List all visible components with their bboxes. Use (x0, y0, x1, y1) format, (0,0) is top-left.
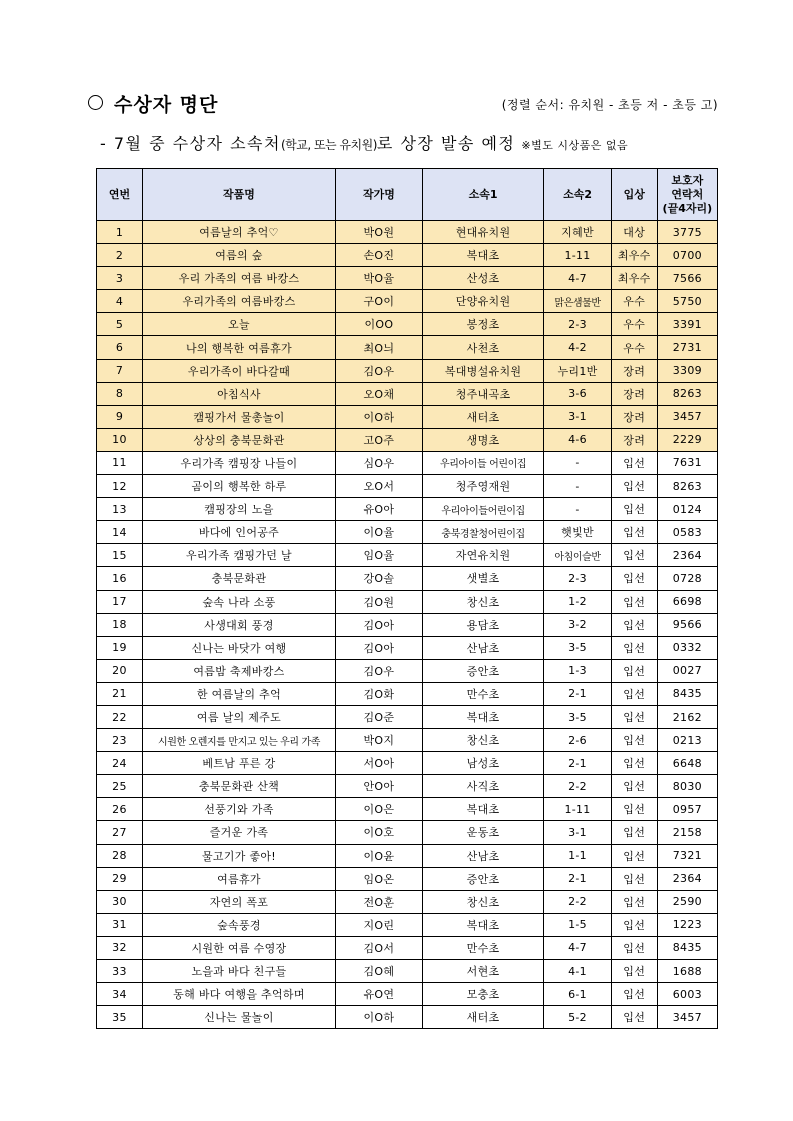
col-header-author: 작가명 (335, 169, 422, 221)
cell-work: 신나는 물놀이 (142, 1006, 335, 1029)
table-header-row (97, 169, 718, 221)
cell-aff2: 2-3 (544, 567, 611, 590)
cell-award: 입선 (611, 752, 657, 775)
cell-aff1: 복대초 (422, 244, 544, 267)
cell-work: 우리가족이 바다갈때 (142, 359, 335, 382)
cell-award: 입선 (611, 1006, 657, 1029)
cell-contact: 0213 (657, 729, 717, 752)
cell-work: 신나는 바닷가 여행 (142, 636, 335, 659)
cell-no: 25 (97, 775, 143, 798)
cell-contact: 3457 (657, 1006, 717, 1029)
cell-no: 17 (97, 590, 143, 613)
cell-work: 자연의 폭포 (142, 890, 335, 913)
cell-aff1: 우리아이들어린이집 (422, 498, 544, 521)
cell-work: 선풍기와 가족 (142, 798, 335, 821)
cell-author: 오O서 (335, 475, 422, 498)
table-row (97, 313, 718, 336)
cell-work: 노을과 바다 친구들 (142, 960, 335, 983)
cell-contact: 3391 (657, 313, 717, 336)
cell-award: 장려 (611, 405, 657, 428)
prize-note: ※별도 시상품은 없음 (521, 139, 629, 152)
cell-aff2: - (544, 451, 611, 474)
cell-aff1: 서현초 (422, 960, 544, 983)
cell-work: 여름 날의 제주도 (142, 705, 335, 728)
cell-work: 아침식사 (142, 382, 335, 405)
cell-author: 이O은 (335, 798, 422, 821)
cell-contact: 3775 (657, 221, 717, 244)
cell-aff1: 현대유치원 (422, 221, 544, 244)
cell-aff2: 누리1반 (544, 359, 611, 382)
col-header-work: 작품명 (142, 169, 335, 221)
cell-work: 바다에 인어공주 (142, 521, 335, 544)
cell-award: 입선 (611, 682, 657, 705)
cell-author: 김O아 (335, 613, 422, 636)
cell-award: 입선 (611, 521, 657, 544)
cell-aff1: 창신초 (422, 729, 544, 752)
cell-aff1: 복대초 (422, 913, 544, 936)
cell-aff2: 지혜반 (544, 221, 611, 244)
cell-aff2: 4-7 (544, 936, 611, 959)
cell-aff1: 청주영재원 (422, 475, 544, 498)
cell-no: 2 (97, 244, 143, 267)
cell-author: 이O윤 (335, 844, 422, 867)
cell-work: 오늘 (142, 313, 335, 336)
col-header-no: 연번 (97, 169, 143, 221)
subheading-paren: (학교, 또는 유치원) (280, 138, 377, 152)
cell-aff1: 샛별초 (422, 567, 544, 590)
cell-no: 12 (97, 475, 143, 498)
cell-award: 입선 (611, 613, 657, 636)
cell-award: 입선 (611, 936, 657, 959)
winners-table (96, 168, 718, 1029)
cell-no: 34 (97, 983, 143, 1006)
table-row (97, 936, 718, 959)
cell-author: 전O훈 (335, 890, 422, 913)
cell-no: 33 (97, 960, 143, 983)
cell-no: 8 (97, 382, 143, 405)
table-row (97, 521, 718, 544)
table-row (97, 544, 718, 567)
cell-author: 김O우 (335, 659, 422, 682)
cell-award: 대상 (611, 221, 657, 244)
cell-work: 우리가족의 여름바캉스 (142, 290, 335, 313)
cell-work: 여름밤 축제바캉스 (142, 659, 335, 682)
cell-award: 입선 (611, 544, 657, 567)
cell-aff2: 3-5 (544, 705, 611, 728)
cell-aff1: 사직초 (422, 775, 544, 798)
col-header-aff1: 소속1 (422, 169, 544, 221)
cell-award: 입선 (611, 844, 657, 867)
cell-aff1: 만수초 (422, 936, 544, 959)
cell-author: 유O연 (335, 983, 422, 1006)
cell-no: 4 (97, 290, 143, 313)
cell-contact: 1223 (657, 913, 717, 936)
cell-aff1: 모충초 (422, 983, 544, 1006)
cell-aff1: 창신초 (422, 890, 544, 913)
cell-aff2: 2-3 (544, 313, 611, 336)
table-row (97, 844, 718, 867)
cell-aff2: 1-11 (544, 798, 611, 821)
cell-aff2: 3-6 (544, 382, 611, 405)
cell-aff1: 만수초 (422, 682, 544, 705)
cell-award: 입선 (611, 567, 657, 590)
table-row (97, 659, 718, 682)
table-row (97, 983, 718, 1006)
table-row (97, 821, 718, 844)
cell-aff2: 5-2 (544, 1006, 611, 1029)
cell-work: 충북문화관 (142, 567, 335, 590)
cell-contact: 6648 (657, 752, 717, 775)
cell-work: 사생대회 풍경 (142, 613, 335, 636)
cell-no: 11 (97, 451, 143, 474)
cell-aff2: 1-3 (544, 659, 611, 682)
cell-award: 장려 (611, 382, 657, 405)
cell-award: 입선 (611, 498, 657, 521)
cell-award: 최우수 (611, 244, 657, 267)
cell-contact: 2364 (657, 544, 717, 567)
cell-work: 충북문화관 산책 (142, 775, 335, 798)
cell-work: 숲속풍경 (142, 913, 335, 936)
cell-contact: 6003 (657, 983, 717, 1006)
table-row (97, 382, 718, 405)
cell-no: 10 (97, 428, 143, 451)
subheading (100, 131, 720, 155)
cell-aff1: 남성초 (422, 752, 544, 775)
cell-aff2: 6-1 (544, 983, 611, 1006)
cell-work: 시원한 여름 수영장 (142, 936, 335, 959)
cell-aff2: 1-1 (544, 844, 611, 867)
cell-aff2: 3-2 (544, 613, 611, 636)
cell-work: 시원한 오렌지를 만지고 있는 우리 가족 (142, 729, 335, 752)
cell-author: 구O이 (335, 290, 422, 313)
cell-aff1: 새터초 (422, 1006, 544, 1029)
cell-award: 입선 (611, 705, 657, 728)
cell-aff1: 운동초 (422, 821, 544, 844)
cell-work: 한 여름날의 추억 (142, 682, 335, 705)
cell-aff2: 4-1 (544, 960, 611, 983)
cell-award: 입선 (611, 867, 657, 890)
cell-contact: 0027 (657, 659, 717, 682)
cell-award: 우수 (611, 336, 657, 359)
table-row (97, 867, 718, 890)
table-row (97, 405, 718, 428)
table-row (97, 798, 718, 821)
cell-work: 여름의 숲 (142, 244, 335, 267)
table-row (97, 359, 718, 382)
cell-work: 여름날의 추억♡ (142, 221, 335, 244)
cell-author: 김O준 (335, 705, 422, 728)
cell-no: 24 (97, 752, 143, 775)
cell-no: 28 (97, 844, 143, 867)
cell-aff1: 새터초 (422, 405, 544, 428)
table-row (97, 752, 718, 775)
page-title: 수상자 명단 (114, 94, 219, 116)
cell-no: 5 (97, 313, 143, 336)
heading (88, 90, 718, 120)
cell-contact: 2162 (657, 705, 717, 728)
table-row (97, 705, 718, 728)
cell-aff2: 2-2 (544, 890, 611, 913)
table-row (97, 475, 718, 498)
cell-award: 입선 (611, 960, 657, 983)
cell-work: 여름휴가 (142, 867, 335, 890)
cell-author: 임O온 (335, 867, 422, 890)
cell-aff2: - (544, 498, 611, 521)
cell-aff1: 우리아이들 어린이집 (422, 451, 544, 474)
cell-contact: 3457 (657, 405, 717, 428)
cell-author: 유O아 (335, 498, 422, 521)
cell-work: 베트남 푸른 강 (142, 752, 335, 775)
cell-contact: 0332 (657, 636, 717, 659)
cell-author: 이O하 (335, 1006, 422, 1029)
cell-aff1: 복대초 (422, 798, 544, 821)
cell-no: 16 (97, 567, 143, 590)
cell-contact: 8030 (657, 775, 717, 798)
cell-contact: 8263 (657, 382, 717, 405)
cell-author: 임O율 (335, 544, 422, 567)
cell-author: 강O솔 (335, 567, 422, 590)
cell-aff2: 2-1 (544, 752, 611, 775)
cell-aff1: 복대병설유치원 (422, 359, 544, 382)
cell-work: 우리 가족의 여름 바캉스 (142, 267, 335, 290)
cell-award: 입선 (611, 475, 657, 498)
cell-no: 29 (97, 867, 143, 890)
table-row (97, 682, 718, 705)
cell-award: 우수 (611, 290, 657, 313)
cell-aff2: 2-1 (544, 867, 611, 890)
cell-aff2: 2-1 (544, 682, 611, 705)
table-row (97, 913, 718, 936)
cell-contact: 8435 (657, 936, 717, 959)
cell-contact: 2158 (657, 821, 717, 844)
cell-contact: 5750 (657, 290, 717, 313)
cell-aff2: 1-5 (544, 913, 611, 936)
cell-aff2: - (544, 475, 611, 498)
cell-aff1: 증안초 (422, 867, 544, 890)
cell-aff1: 자연유치원 (422, 544, 544, 567)
cell-aff2: 1-2 (544, 590, 611, 613)
table-row (97, 567, 718, 590)
cell-award: 우수 (611, 313, 657, 336)
cell-author: 김O혜 (335, 960, 422, 983)
cell-aff2: 햇빛반 (544, 521, 611, 544)
cell-author: 안O아 (335, 775, 422, 798)
cell-contact: 7566 (657, 267, 717, 290)
cell-work: 나의 행복한 여름휴가 (142, 336, 335, 359)
cell-award: 입선 (611, 890, 657, 913)
cell-aff1: 단양유치원 (422, 290, 544, 313)
cell-award: 입선 (611, 659, 657, 682)
cell-no: 23 (97, 729, 143, 752)
cell-work: 물고기가 좋아! (142, 844, 335, 867)
cell-contact: 2364 (657, 867, 717, 890)
subheading-prefix: - 7월 중 수상자 소속처 (100, 134, 281, 153)
cell-aff1: 청주내곡초 (422, 382, 544, 405)
cell-contact: 2229 (657, 428, 717, 451)
cell-award: 최우수 (611, 267, 657, 290)
cell-work: 동해 바다 여행을 추억하며 (142, 983, 335, 1006)
table-row (97, 590, 718, 613)
cell-contact: 0957 (657, 798, 717, 821)
cell-author: 김O화 (335, 682, 422, 705)
cell-author: 이O하 (335, 405, 422, 428)
table-row (97, 613, 718, 636)
col-header-contact: 보호자 연락처 (끝4자리) (657, 169, 717, 221)
cell-author: 서O아 (335, 752, 422, 775)
cell-author: 박O원 (335, 221, 422, 244)
cell-contact: 7321 (657, 844, 717, 867)
cell-no: 13 (97, 498, 143, 521)
cell-aff2: 2-2 (544, 775, 611, 798)
cell-author: 김O원 (335, 590, 422, 613)
cell-work: 우리가족 캠핑가던 날 (142, 544, 335, 567)
col-header-award: 입상 (611, 169, 657, 221)
cell-author: 김O아 (335, 636, 422, 659)
cell-aff1: 증안초 (422, 659, 544, 682)
cell-no: 15 (97, 544, 143, 567)
cell-work: 캠핑가서 물총놀이 (142, 405, 335, 428)
cell-work: 숲속 나라 소풍 (142, 590, 335, 613)
cell-no: 9 (97, 405, 143, 428)
table-row (97, 267, 718, 290)
cell-no: 7 (97, 359, 143, 382)
table-row (97, 1006, 718, 1029)
cell-aff2: 1-11 (544, 244, 611, 267)
cell-work: 우리가족 캠핑장 나들이 (142, 451, 335, 474)
cell-aff2: 4-2 (544, 336, 611, 359)
cell-aff1: 복대초 (422, 705, 544, 728)
cell-award: 장려 (611, 428, 657, 451)
table-row (97, 498, 718, 521)
col-header-aff2: 소속2 (544, 169, 611, 221)
cell-award: 입선 (611, 798, 657, 821)
cell-no: 22 (97, 705, 143, 728)
cell-aff2: 4-7 (544, 267, 611, 290)
cell-no: 30 (97, 890, 143, 913)
cell-no: 26 (97, 798, 143, 821)
table-row (97, 428, 718, 451)
table-row (97, 336, 718, 359)
cell-aff1: 사천초 (422, 336, 544, 359)
cell-no: 32 (97, 936, 143, 959)
cell-work: 즐거운 가족 (142, 821, 335, 844)
cell-award: 입선 (611, 451, 657, 474)
cell-contact: 0124 (657, 498, 717, 521)
cell-contact: 9566 (657, 613, 717, 636)
cell-aff2: 3-1 (544, 405, 611, 428)
cell-aff2: 맑은샘물반 (544, 290, 611, 313)
cell-no: 35 (97, 1006, 143, 1029)
table-row (97, 221, 718, 244)
cell-aff1: 충북경찰청어린이집 (422, 521, 544, 544)
cell-aff1: 생명초 (422, 428, 544, 451)
cell-aff1: 봉정초 (422, 313, 544, 336)
cell-aff2: 2-6 (544, 729, 611, 752)
circle-bullet-icon (88, 95, 103, 110)
cell-author: 김O서 (335, 936, 422, 959)
cell-author: 고O주 (335, 428, 422, 451)
cell-no: 3 (97, 267, 143, 290)
cell-contact: 1688 (657, 960, 717, 983)
cell-aff2: 3-5 (544, 636, 611, 659)
table-row (97, 636, 718, 659)
cell-author: 지O린 (335, 913, 422, 936)
cell-no: 6 (97, 336, 143, 359)
cell-aff2: 4-6 (544, 428, 611, 451)
cell-aff1: 용담초 (422, 613, 544, 636)
cell-aff1: 산남초 (422, 636, 544, 659)
cell-aff1: 산성초 (422, 267, 544, 290)
cell-no: 20 (97, 659, 143, 682)
cell-aff2: 아침이슬반 (544, 544, 611, 567)
cell-aff1: 창신초 (422, 590, 544, 613)
cell-award: 입선 (611, 913, 657, 936)
cell-contact: 0728 (657, 567, 717, 590)
cell-author: 박O지 (335, 729, 422, 752)
cell-author: 최O늬 (335, 336, 422, 359)
cell-contact: 8263 (657, 475, 717, 498)
cell-author: 이O호 (335, 821, 422, 844)
cell-contact: 2590 (657, 890, 717, 913)
table-row (97, 451, 718, 474)
cell-aff1: 산남초 (422, 844, 544, 867)
table-row (97, 960, 718, 983)
cell-no: 1 (97, 221, 143, 244)
cell-contact: 0583 (657, 521, 717, 544)
cell-author: 이OO (335, 313, 422, 336)
cell-contact: 2731 (657, 336, 717, 359)
table-row (97, 890, 718, 913)
cell-award: 입선 (611, 983, 657, 1006)
cell-contact: 3309 (657, 359, 717, 382)
cell-no: 19 (97, 636, 143, 659)
cell-author: 이O율 (335, 521, 422, 544)
cell-no: 18 (97, 613, 143, 636)
subheading-suffix: 로 상장 발송 예정 (376, 134, 516, 153)
table-row (97, 290, 718, 313)
cell-author: 박O율 (335, 267, 422, 290)
table-body (97, 221, 718, 1029)
cell-work: 곰이의 행복한 하루 (142, 475, 335, 498)
cell-author: 손O진 (335, 244, 422, 267)
cell-award: 입선 (611, 729, 657, 752)
cell-aff2: 3-1 (544, 821, 611, 844)
cell-work: 상상의 충북문화관 (142, 428, 335, 451)
cell-work: 캠핑장의 노을 (142, 498, 335, 521)
cell-contact: 7631 (657, 451, 717, 474)
cell-no: 31 (97, 913, 143, 936)
cell-author: 김O우 (335, 359, 422, 382)
sort-order-note: (정렬 순서: 유치원 - 초등 저 - 초등 고) (501, 98, 718, 112)
cell-award: 입선 (611, 590, 657, 613)
cell-contact: 8435 (657, 682, 717, 705)
cell-award: 장려 (611, 359, 657, 382)
cell-no: 21 (97, 682, 143, 705)
cell-contact: 0700 (657, 244, 717, 267)
table-row (97, 729, 718, 752)
cell-author: 오O채 (335, 382, 422, 405)
cell-no: 14 (97, 521, 143, 544)
cell-award: 입선 (611, 636, 657, 659)
cell-contact: 6698 (657, 590, 717, 613)
table-row (97, 244, 718, 267)
cell-award: 입선 (611, 821, 657, 844)
cell-no: 27 (97, 821, 143, 844)
cell-author: 심O우 (335, 451, 422, 474)
cell-award: 입선 (611, 775, 657, 798)
table-row (97, 775, 718, 798)
